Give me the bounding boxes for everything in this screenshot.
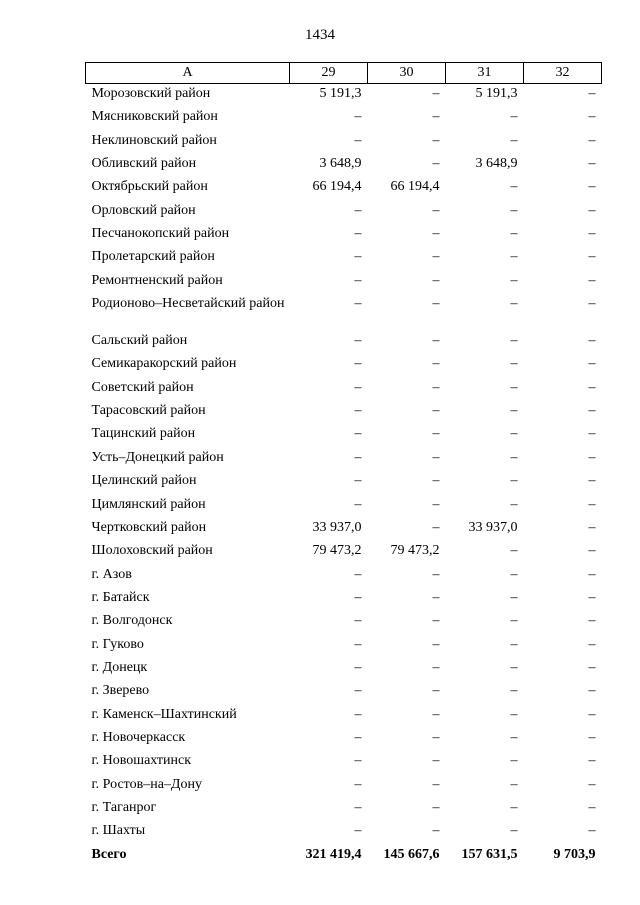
cell-29: – <box>354 449 362 465</box>
cell-30: – <box>432 589 440 605</box>
cell-31: – <box>510 613 518 629</box>
cell-32: – <box>588 706 596 722</box>
row-label: Орловский район <box>91 202 196 218</box>
table-row <box>86 588 602 611</box>
cell-30: – <box>432 356 440 372</box>
cell-32: – <box>588 473 596 489</box>
cell-30: – <box>432 109 440 125</box>
cell-31: – <box>510 333 518 349</box>
cell-31: – <box>510 426 518 442</box>
cell-31: – <box>510 249 518 265</box>
row-label: Семикаракорский район <box>91 356 237 372</box>
cell-32: – <box>588 753 596 769</box>
row-label: Целинский район <box>91 473 197 489</box>
cell-31: – <box>510 729 518 745</box>
table-row <box>86 821 602 844</box>
cell-30: 79 473,2 <box>390 543 440 559</box>
cell-31: 5 191,3 <box>475 86 518 101</box>
row-label: Пролетарский район <box>91 249 215 265</box>
cell-30: – <box>432 729 440 745</box>
table-row <box>86 131 602 154</box>
cell-32: – <box>588 296 596 312</box>
row-label: Неклиновский район <box>91 132 217 148</box>
total-row <box>86 845 602 868</box>
row-label: г. Батайск <box>91 589 150 605</box>
cell-31: – <box>510 226 518 242</box>
cell-32: – <box>588 589 596 605</box>
cell-31: 157 631,5 <box>461 846 518 862</box>
cell-32: – <box>588 426 596 442</box>
cell-29: – <box>354 379 362 395</box>
cell-31: – <box>510 403 518 419</box>
table-row <box>86 565 602 588</box>
table-row <box>86 401 602 424</box>
table-row <box>86 751 602 774</box>
cell-30: – <box>432 202 440 218</box>
row-label: Цимлянский район <box>91 496 206 512</box>
table-row <box>86 798 602 821</box>
cell-31: – <box>510 636 518 652</box>
table-row <box>86 611 602 634</box>
row-label: г. Донецк <box>91 659 148 675</box>
cell-31: – <box>510 776 518 792</box>
cell-31: – <box>510 799 518 815</box>
header-col-30: 30 <box>368 63 446 84</box>
cell-30: – <box>432 613 440 629</box>
cell-31: – <box>510 449 518 465</box>
cell-31: – <box>510 202 518 218</box>
cell-29: 79 473,2 <box>312 543 362 559</box>
cell-30: – <box>432 449 440 465</box>
cell-32: – <box>588 356 596 372</box>
cell-31: – <box>510 706 518 722</box>
row-label: Шолоховский район <box>91 543 213 559</box>
row-label: Всего <box>91 846 127 862</box>
cell-31: – <box>510 272 518 288</box>
row-label: Сальский район <box>91 333 188 349</box>
cell-30: – <box>432 566 440 582</box>
cell-32: 9 703,9 <box>553 846 596 862</box>
cell-29: – <box>354 566 362 582</box>
row-label: Родионово–Несветайский район <box>91 296 285 312</box>
cell-32: – <box>588 272 596 288</box>
cell-30: – <box>432 519 440 535</box>
cell-31: – <box>510 683 518 699</box>
cell-29: – <box>354 683 362 699</box>
cell-30: – <box>432 426 440 442</box>
cell-30: – <box>432 706 440 722</box>
cell-30: – <box>432 403 440 419</box>
cell-31: – <box>510 132 518 148</box>
cell-30: – <box>432 496 440 512</box>
cell-30: – <box>432 659 440 675</box>
table-row <box>86 681 602 704</box>
cell-29: – <box>354 496 362 512</box>
table-row <box>86 331 602 354</box>
cell-29: 321 419,4 <box>305 846 362 862</box>
cell-29: – <box>354 729 362 745</box>
row-label: Ремонтненский район <box>91 272 223 288</box>
row-label: г. Новошахтинск <box>91 753 192 769</box>
cell-30: 145 667,6 <box>383 846 440 862</box>
cell-29: – <box>354 202 362 218</box>
cell-29: – <box>354 226 362 242</box>
cell-29: – <box>354 426 362 442</box>
row-label: Тацинский район <box>91 426 196 442</box>
cell-32: – <box>588 226 596 242</box>
cell-30: – <box>432 226 440 242</box>
cell-31: – <box>510 566 518 582</box>
cell-32: – <box>588 379 596 395</box>
table-row <box>86 541 602 564</box>
table-row <box>86 658 602 681</box>
row-label: г. Таганрог <box>91 799 157 815</box>
cell-29: 5 191,3 <box>319 86 362 101</box>
cell-31: – <box>510 589 518 605</box>
data-table <box>85 62 602 868</box>
table-row <box>86 448 602 471</box>
table-row <box>86 495 602 518</box>
table-row <box>86 154 602 177</box>
cell-31: – <box>510 109 518 125</box>
header-col-32: 32 <box>524 63 602 84</box>
row-label: Октябрьский район <box>91 179 208 195</box>
cell-30: – <box>432 296 440 312</box>
cell-30: – <box>432 473 440 489</box>
table-row <box>86 201 602 224</box>
cell-30: 66 194,4 <box>390 179 440 195</box>
table-row <box>86 294 602 331</box>
cell-30: – <box>432 636 440 652</box>
cell-32: – <box>588 659 596 675</box>
cell-32: – <box>588 333 596 349</box>
cell-29: – <box>354 403 362 419</box>
cell-32: – <box>588 683 596 699</box>
cell-29: – <box>354 659 362 675</box>
cell-29: – <box>354 333 362 349</box>
cell-30: – <box>432 776 440 792</box>
table-row <box>86 107 602 130</box>
cell-29: – <box>354 473 362 489</box>
cell-32: – <box>588 156 596 172</box>
cell-29: – <box>354 272 362 288</box>
cell-29: – <box>354 636 362 652</box>
cell-32: – <box>588 776 596 792</box>
cell-31: – <box>510 543 518 559</box>
row-label: г. Зверево <box>91 683 150 699</box>
cell-29: 66 194,4 <box>312 179 362 195</box>
cell-29: – <box>354 776 362 792</box>
cell-31: 33 937,0 <box>468 519 518 535</box>
table-row <box>86 705 602 728</box>
table-row <box>86 224 602 247</box>
cell-32: – <box>588 799 596 815</box>
cell-30: – <box>432 823 440 839</box>
cell-32: – <box>588 636 596 652</box>
cell-29: – <box>354 589 362 605</box>
row-label: г. Каменск–Шахтинский <box>91 706 237 722</box>
cell-29: – <box>354 823 362 839</box>
cell-31: – <box>510 823 518 839</box>
row-label: г. Новочеркасск <box>91 729 186 745</box>
table-row <box>86 177 602 200</box>
cell-30: – <box>432 272 440 288</box>
row-label: Советский район <box>91 379 194 395</box>
table-row <box>86 424 602 447</box>
table-row <box>86 728 602 751</box>
row-label: Обливский район <box>91 156 197 172</box>
cell-32: – <box>588 613 596 629</box>
cell-32: – <box>588 202 596 218</box>
cell-29: 3 648,9 <box>319 156 362 172</box>
cell-30: – <box>432 379 440 395</box>
cell-31: – <box>510 753 518 769</box>
cell-32: – <box>588 179 596 195</box>
cell-29: – <box>354 706 362 722</box>
table-row <box>86 471 602 494</box>
cell-32: – <box>588 403 596 419</box>
cell-29: – <box>354 356 362 372</box>
cell-31: – <box>510 356 518 372</box>
table-row <box>86 775 602 798</box>
cell-29: – <box>354 799 362 815</box>
table-header <box>86 63 602 84</box>
header-col-29: 29 <box>290 63 368 84</box>
cell-31: – <box>510 379 518 395</box>
table-row <box>86 354 602 377</box>
table-row <box>86 247 602 270</box>
cell-29: – <box>354 296 362 312</box>
cell-29: – <box>354 109 362 125</box>
cell-31: – <box>510 473 518 489</box>
table-row <box>86 635 602 658</box>
cell-31: – <box>510 659 518 675</box>
cell-32: – <box>588 132 596 148</box>
page-number: 1434 <box>305 27 335 43</box>
cell-29: – <box>354 132 362 148</box>
cell-30: – <box>432 799 440 815</box>
cell-29: 33 937,0 <box>312 519 362 535</box>
cell-29: – <box>354 753 362 769</box>
row-label: Тарасовский район <box>91 403 206 419</box>
row-label: г. Гуково <box>91 636 144 652</box>
row-label: Усть–Донецкий район <box>91 449 224 465</box>
row-label: г. Шахты <box>91 823 146 839</box>
cell-32: – <box>588 519 596 535</box>
cell-29: – <box>354 249 362 265</box>
cell-32: – <box>588 729 596 745</box>
table-row <box>86 378 602 401</box>
cell-31: – <box>510 179 518 195</box>
header-col-a: А <box>86 63 290 84</box>
row-label: г. Волгодонск <box>91 613 173 629</box>
cell-32: – <box>588 449 596 465</box>
cell-30: – <box>432 753 440 769</box>
header-col-31: 31 <box>446 63 524 84</box>
cell-29: – <box>354 613 362 629</box>
table-row <box>86 271 602 294</box>
cell-30: – <box>432 683 440 699</box>
cell-30: – <box>432 132 440 148</box>
cell-31: – <box>510 296 518 312</box>
cell-30: – <box>432 333 440 349</box>
row-label: г. Азов <box>91 566 132 582</box>
row-label: Мясниковский район <box>91 109 218 125</box>
cell-32: – <box>588 543 596 559</box>
table-row <box>86 518 602 541</box>
row-label: Чертковский район <box>91 519 207 535</box>
row-label: г. Ростов–на–Дону <box>91 776 202 792</box>
cell-32: – <box>588 823 596 839</box>
cell-32: – <box>588 249 596 265</box>
table-body <box>86 84 602 869</box>
cell-32: – <box>588 109 596 125</box>
cell-32: – <box>588 566 596 582</box>
table-row <box>86 84 602 108</box>
cell-32: – <box>588 86 596 101</box>
cell-32: – <box>588 496 596 512</box>
row-label: Песчанокопский район <box>91 226 230 242</box>
cell-30: – <box>432 86 440 101</box>
cell-30: – <box>432 249 440 265</box>
row-label: Морозовский район <box>91 86 211 101</box>
cell-31: – <box>510 496 518 512</box>
cell-30: – <box>432 156 440 172</box>
cell-31: 3 648,9 <box>475 156 518 172</box>
